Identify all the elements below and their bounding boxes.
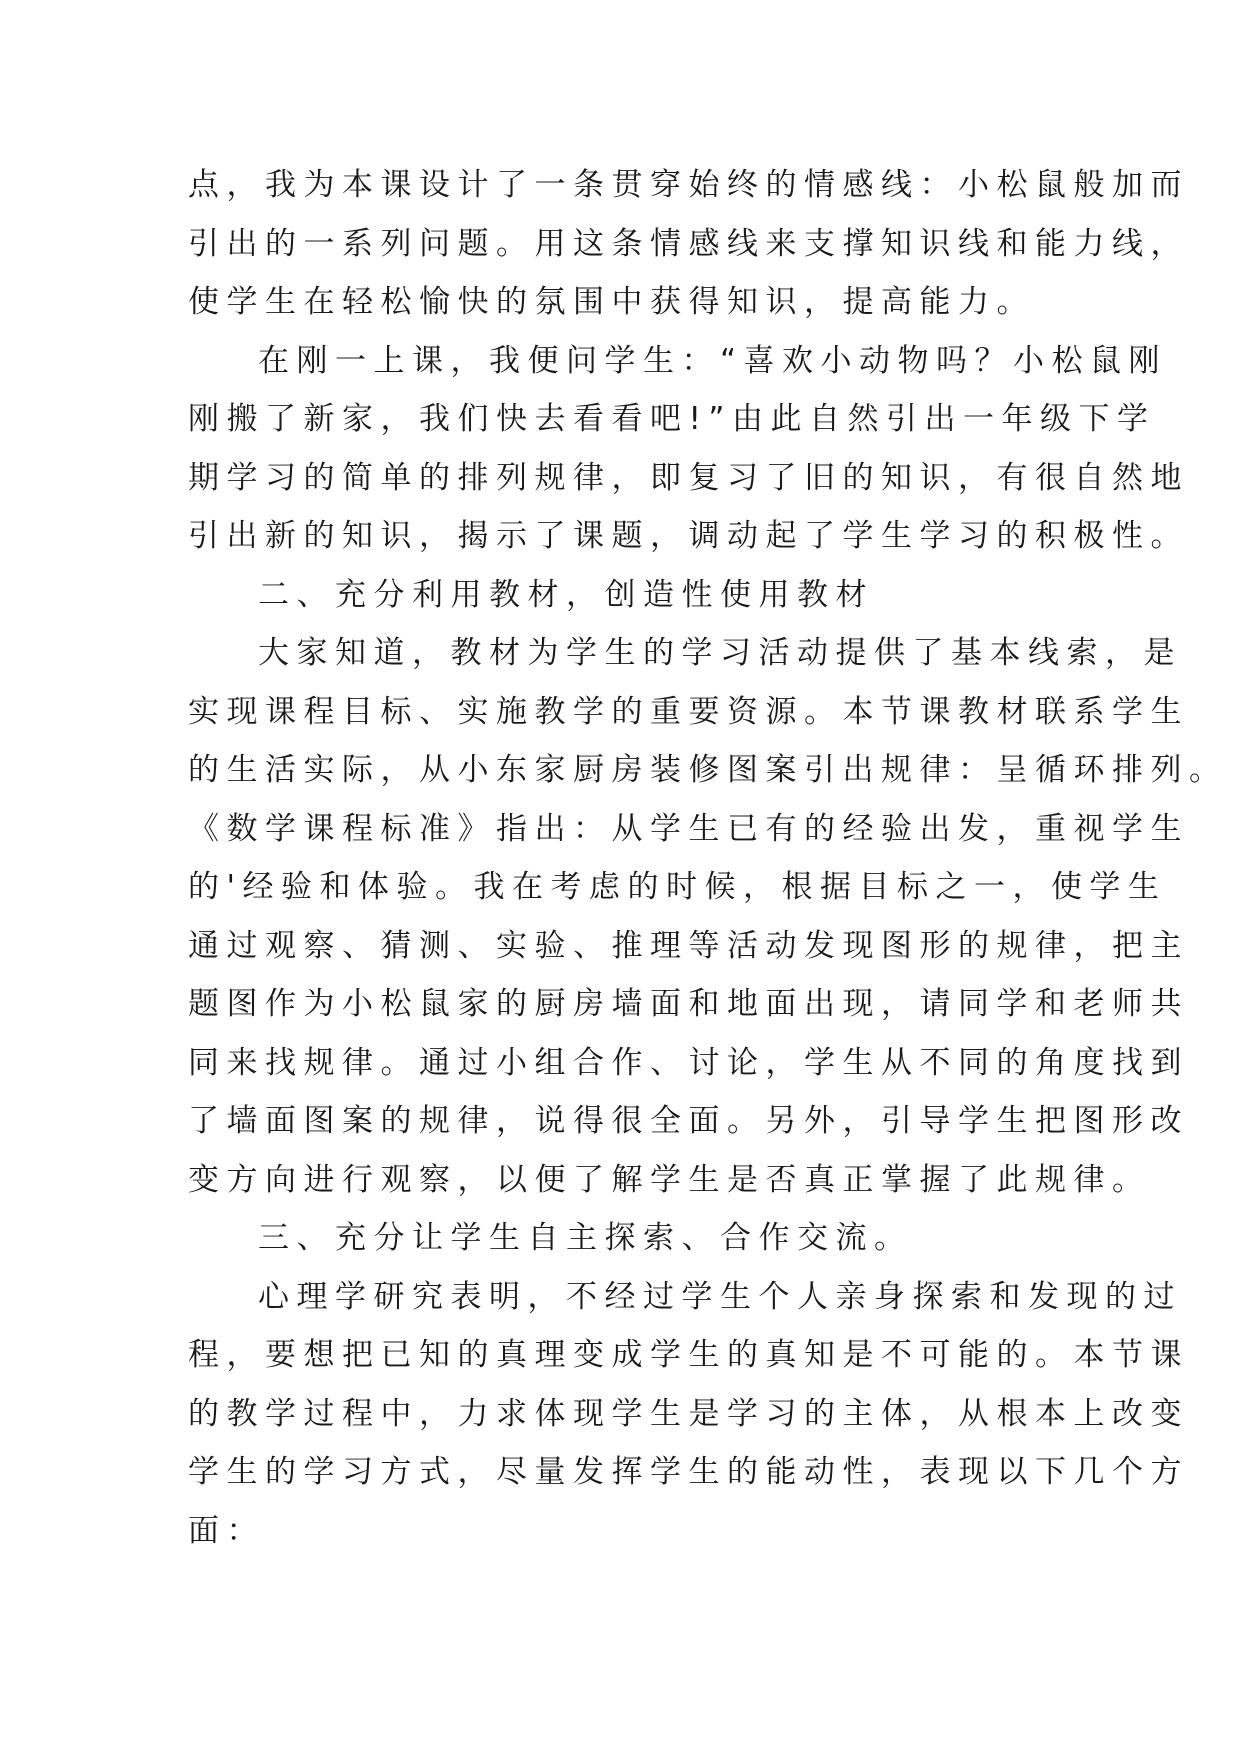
text-line: 在刚一上课，我便问学生：“喜欢小动物吗？小松鼠刚 <box>258 342 1168 379</box>
text-line: 的生活实际，从小东家厨房装修图案引出规律：呈循环排列。 <box>188 752 1228 788</box>
text-line: 的'经验和体验。我在考虑的时候，根据目标之一，使学生 <box>188 869 1167 905</box>
document-body <box>188 156 1228 1560</box>
text-line: 三、充分让学生自主探索、合作交流。 <box>258 1220 913 1256</box>
text-line: 了墙面图案的规律，说得很全面。另外，引导学生把图形改 <box>188 1103 1189 1139</box>
text-line: 二、充分利用教材，创造性使用教材 <box>258 576 874 613</box>
text-line: 《数学课程标准》指出：从学生已有的经验出发，重视学生 <box>188 810 1189 847</box>
text-line: 同来找规律。通过小组合作、讨论，学生从不同的角度找到 <box>188 1044 1189 1081</box>
text-line: 程，要想把已知的真理变成学生的真知是不可能的。本节课 <box>188 1337 1189 1373</box>
text-line: 学生的学习方式，尽量发挥学生的能动性，表现以下几个方 <box>188 1454 1189 1490</box>
text-line: 大家知道，教材为学生的学习活动提供了基本线索，是 <box>258 635 1182 671</box>
text-line: 实现课程目标、实施教学的重要资源。本节课教材联系学生 <box>188 693 1189 730</box>
text-line: 刚搬了新家，我们快去看看吧!”由此自然引出一年级下学 <box>188 401 1156 437</box>
text-line: 题图作为小松鼠家的厨房墙面和地面出现，请同学和老师共 <box>188 986 1189 1022</box>
text-line: 引出新的知识，揭示了课题，调动起了学生学习的积极性。 <box>188 518 1189 554</box>
text-line: 变方向进行观察，以便了解学生是否真正掌握了此规律。 <box>188 1161 1151 1198</box>
text-line: 期学习的简单的排列规律，即复习了旧的知识，有很自然地 <box>188 459 1189 496</box>
text-line: 面： <box>188 1512 265 1549</box>
text-line: 的教学过程中，力求体现学生是学习的主体，从根本上改变 <box>188 1395 1189 1432</box>
text-line: 心理学研究表明，不经过学生个人亲身探索和发现的过 <box>258 1278 1182 1315</box>
text-line: 点，我为本课设计了一条贯穿始终的情感线：小松鼠般加而 <box>188 167 1189 203</box>
text-line: 使学生在轻松愉快的氛围中获得知识，提高能力。 <box>188 284 1035 320</box>
text-line: 引出的一系列问题。用这条情感线来支撑知识线和能力线， <box>188 225 1189 262</box>
text-line: 通过观察、猜测、实验、推理等活动发现图形的规律，把主 <box>188 927 1189 964</box>
